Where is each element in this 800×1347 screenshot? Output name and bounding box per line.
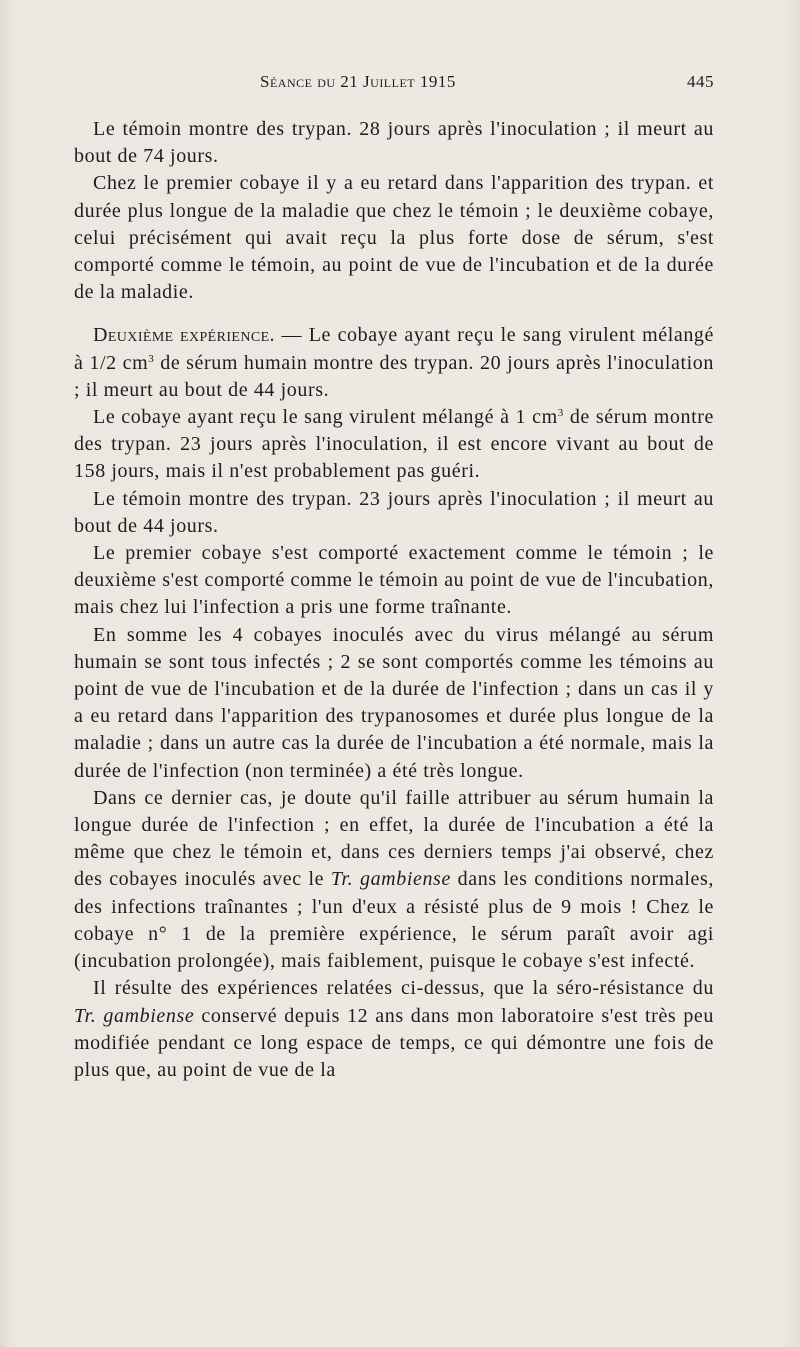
page-number: 445 [687, 72, 714, 91]
paragraph-text: Il résulte des expériences relatées ci-dessus, que la séro-résistance du [93, 977, 714, 1000]
paragraph-text: Chez le premier cobaye il y a eu retard dans l'apparition des trypan. et durée plus longue de la maladie que chez le témoin ; le deuxième cobaye, celui précisément qui avait reçu la plus forte dose de sérum, s'est comporté comme le témoin, au point de vue de l'incubation et de la durée de la maladie. [74, 172, 714, 304]
paragraph [74, 540, 714, 622]
paragraph-text: Le cobaye ayant reçu le sang virulent mélangé à 1 cm [93, 406, 558, 429]
species-name: Tr. gambiense [330, 868, 451, 891]
paragraph-text: Le témoin montre des trypan. 23 jours après l'inoculation ; il meurt au bout de 44 jours. [74, 487, 714, 537]
paragraph-text: Le témoin montre des trypan. 28 jours après l'inoculation ; il meurt au bout de 74 jours. [74, 118, 714, 168]
paragraph-text: de sérum humain montre des trypan. 20 jours après l'inoculation ; il meurt au bout de 44 jours. [74, 351, 715, 401]
paragraph [74, 785, 714, 975]
section-lead: Deuxième expérience. [93, 324, 275, 347]
running-title: Séance du 21 Juillet 1915 [260, 72, 456, 91]
paragraph-text: conservé depuis 12 ans dans mon laboratoire s'est très peu modifiée pendant ce long espace de temps, ce qui démontre une fois de plus que, au point de vue de la [74, 1004, 714, 1081]
paragraph [74, 622, 714, 785]
running-header [74, 72, 714, 102]
paragraph-deuxieme-experience [74, 322, 714, 404]
paragraph [74, 404, 714, 486]
paragraph-text: Dans ce dernier cas, je doute qu'il faille attribuer au sérum humain la longue durée de l'infection ; en effet, la durée de l'incubation a été la même que chez le témoin et, dans ces derniers temps j'ai observé, chez des cobayes inoculés avec le [74, 786, 714, 891]
paragraph-text: dans les conditions normales, des infections traînantes ; l'un d'eux a résisté plus de 9 mois ! Chez le cobaye n° 1 de la première expérience, le sérum paraît avoir agi (incubation prolongée), mais faiblement, puisque le cobaye s'est infecté. [74, 868, 714, 973]
paragraph [74, 975, 714, 1084]
paragraph-text: — Le cobaye ayant reçu le sang virulent mélangé à 1/2 cm [74, 324, 715, 374]
paragraph-text: de sérum montre des trypan. 23 jours après l'inoculation, il est encore vivant au bout de 158 jours, mais il n'est probablement pas guéri. [74, 406, 714, 483]
superscript: 3 [557, 407, 564, 420]
paragraph [74, 486, 714, 540]
paragraph-text: En somme les 4 cobayes inoculés avec du virus mélangé au sérum humain se sont tous infectés ; 2 se sont comportés comme les témoins au point de vue de l'incubation et de la durée de l'infection ; dans un cas il y a eu retard dans l'apparition des trypanosomes et durée plus longue de la maladie ; dans un autre cas la durée de l'incubation a été normale, mais la durée de l'infection (non terminée) a été très longue. [74, 623, 714, 782]
paragraph [74, 116, 714, 170]
species-name: Tr. gambiense [74, 1004, 195, 1027]
body-text [74, 116, 714, 1084]
paragraph [74, 170, 714, 306]
paragraph-text: Le premier cobaye s'est comporté exactement comme le témoin ; le deuxième s'est comporté comme le témoin au point de vue de l'incubation, mais chez lui l'infection a pris une forme traînante. [74, 542, 714, 619]
superscript: 3 [148, 352, 155, 365]
